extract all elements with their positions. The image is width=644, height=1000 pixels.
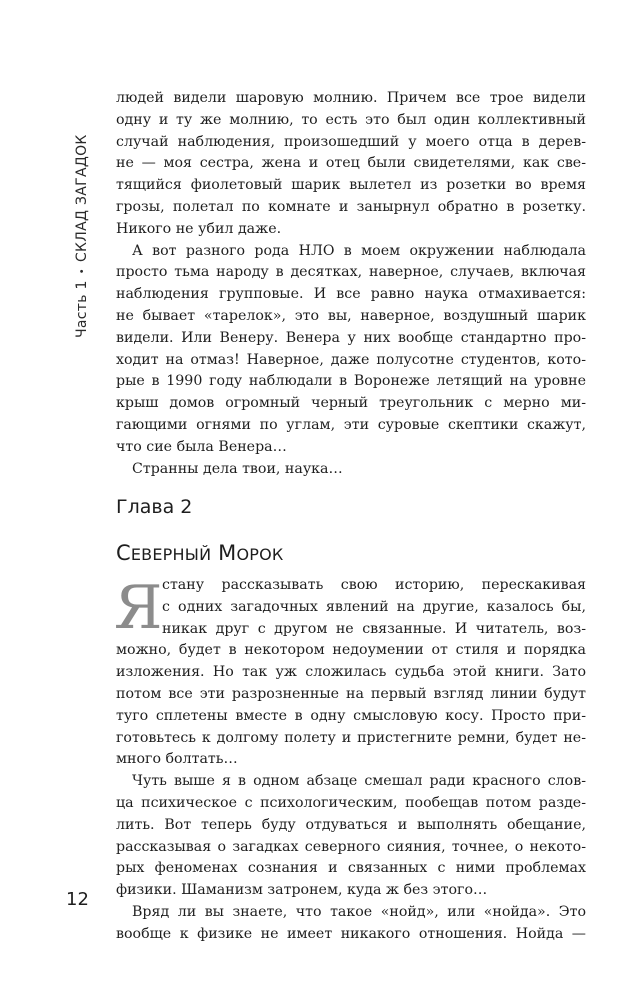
- paragraph-line: видели. Или Венеру. Венера у них вообще стандартно про-: [116, 329, 586, 346]
- paragraph-line: готовьтесь к долгому полету и пристегните ремни, будет не-: [116, 729, 586, 746]
- paragraph-line: стану рассказывать свою историю, перескакивая: [162, 577, 586, 593]
- paragraph-line: случай наблюдения, произошедший у моего отца в дерев-: [116, 133, 586, 150]
- paragraph-line: ходит на отмаз! Наверное, даже полусотне студентов, кото-: [116, 351, 586, 368]
- paragraph-line: можно, будет в некотором недоумении от стиля и порядка: [116, 642, 586, 659]
- paragraph-line: не бывает «тарелок», это вы, наверное, воздушный шарик: [116, 307, 586, 324]
- running-head-section: СКЛАД ЗАГАДОК: [74, 134, 90, 263]
- running-head-separator: •: [77, 268, 88, 275]
- paragraph-line: физики. Шаманизм затронем, куда ж без этого…: [116, 882, 488, 899]
- paragraph-line: крыш домов огромный черный треугольник с мерно ми-: [116, 395, 586, 412]
- paragraph-line: что сие была Венера…: [116, 438, 287, 455]
- paragraph-line: потом все эти разрозненные на первый взгляд линии будут: [116, 685, 586, 702]
- paragraph-line: много болтать…: [116, 751, 238, 768]
- section-1-text: [116, 88, 586, 480]
- chapter-title-cap: С: [116, 541, 131, 565]
- paragraph-line: грозы, полетал по комнате и занырнул обратно в розетку.: [116, 198, 586, 215]
- running-head-part: Часть 1: [74, 280, 90, 338]
- paragraph-line: гающими огнями по углам, эти суровые скептики скажут,: [116, 416, 586, 433]
- chapter-title-cap: М: [218, 541, 237, 565]
- paragraph-line: рых феноменах сознания и связанных с ними проблемах: [116, 860, 586, 877]
- paragraph-line: с одних загадочных явлений на другие, казалось бы,: [162, 598, 586, 615]
- chapter-title-rest: ЕВЕРНЫЙ: [130, 545, 212, 564]
- drop-cap: Я: [114, 573, 163, 643]
- chapter-title: [116, 541, 283, 565]
- running-head: [63, 78, 99, 338]
- paragraph-line: Странны дела твои, наука…: [132, 460, 343, 477]
- paragraph-line: Никого не убил даже.: [116, 220, 282, 237]
- chapter-body: [116, 575, 586, 946]
- paragraph-line: туго сплетены вместе в одну смысловую косу. Просто при-: [116, 707, 586, 724]
- page-number: 12: [66, 889, 89, 910]
- paragraph-line: тящийся фиолетовый шарик вылетел из розетки во время: [116, 177, 586, 194]
- paragraph-line: А вот разного рода НЛО в моем окружении наблюдала: [132, 242, 586, 259]
- paragraph-line: Чуть выше я в одном абзаце смешал ради красного слов-: [132, 773, 586, 790]
- paragraph-line: лить. Вот теперь буду отдуваться и выполнять обещание,: [116, 816, 586, 833]
- paragraph-line: рассказывая о загадках северного сияния, точнее, о некото-: [116, 838, 586, 855]
- paragraph-line: не — моя сестра, жена и отец были свидетелями, как све-: [116, 155, 586, 172]
- paragraph-line: вообще к физике не имеет никакого отношения. Нойда —: [116, 925, 586, 942]
- paragraph-line: изложения. Но так уж сложилась судьба этой книги. Зато: [116, 664, 586, 681]
- chapter-title-rest: ОРОК: [236, 545, 284, 564]
- paragraph-line: рые в 1990 году наблюдали в Воронеже летящий на уровне: [116, 373, 586, 390]
- chapter-number: Глава 2: [116, 496, 193, 518]
- paragraph-line: наблюдения групповые. И все равно наука отмахивается:: [116, 286, 586, 303]
- paragraph-line: ца психическое с психологическим, пообещав потом разде-: [116, 794, 586, 811]
- paragraph-line: Вряд ли вы знаете, что такое «нойд», или «нойда». Это: [132, 903, 586, 920]
- paragraph-line: людей видели шаровую молнию. Причем все трое видели: [116, 90, 586, 106]
- paragraph-line: просто тьма народу в десятках, наверное, случаев, включая: [116, 264, 586, 281]
- paragraph-line: одну и ту же молнию, то есть это был один коллективный: [116, 111, 586, 128]
- paragraph-line: никак друг с другом не связанные. И читатель, воз-: [162, 620, 586, 637]
